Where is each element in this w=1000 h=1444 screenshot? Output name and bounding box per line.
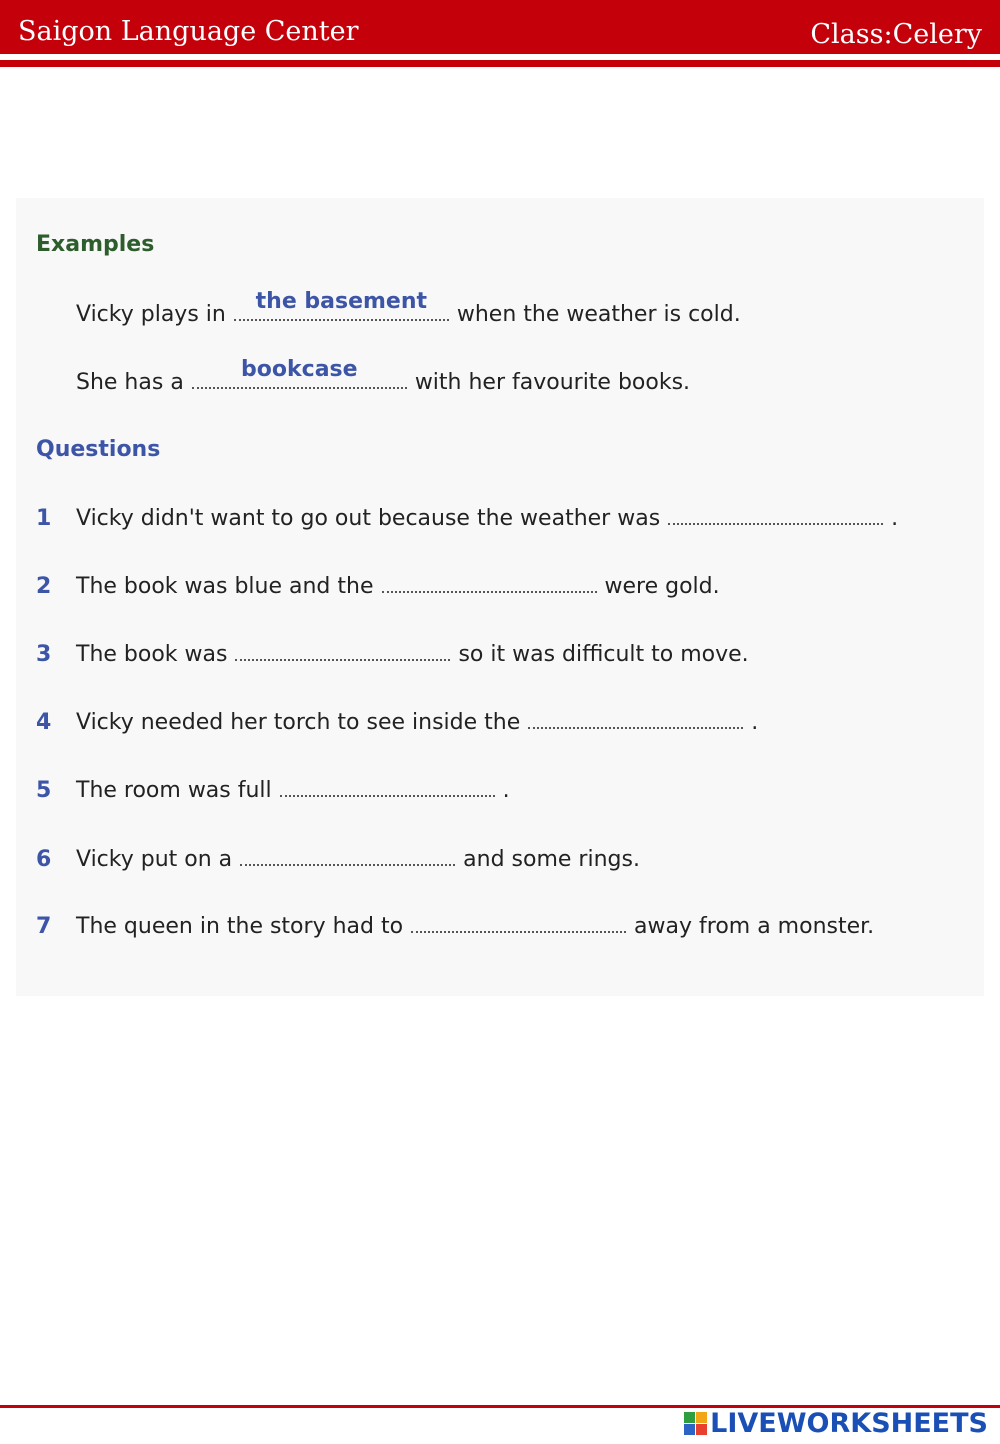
header-divider [0, 60, 1000, 67]
answer-blank[interactable] [411, 911, 626, 933]
question-number: 4 [36, 710, 52, 735]
class-label: Class:Celery [810, 19, 982, 50]
question-number: 7 [36, 914, 52, 939]
question-text-before: The book was blue and the [76, 574, 374, 599]
question-text-after: . [751, 710, 759, 735]
answer-blank[interactable] [240, 844, 455, 866]
question-number: 1 [36, 506, 52, 531]
example-line [36, 357, 976, 401]
question-text-after: . [891, 506, 899, 531]
question-text-before: The room was full [76, 778, 272, 803]
answer-blank[interactable] [382, 571, 597, 593]
question-text-after: away from a monster. [634, 914, 875, 939]
questions-heading: Questions [36, 437, 161, 462]
example-line [36, 289, 976, 333]
answer-blank [234, 289, 449, 321]
center-name: Saigon Language Center [18, 16, 359, 47]
liveworksheets-logo [684, 1406, 988, 1440]
logo-text: LIVEWORKSHEETS [710, 1407, 988, 1439]
answer-blank[interactable] [235, 639, 450, 661]
question-line [36, 773, 976, 809]
liveworksheets-logo-icon [684, 1412, 707, 1435]
question-line [36, 842, 976, 878]
example-text-after: when the weather is cold. [456, 302, 741, 327]
answer-blank[interactable] [668, 503, 883, 525]
answer-blank[interactable] [280, 775, 495, 797]
question-text-before: Vicky put on a [76, 847, 233, 872]
question-line [36, 501, 976, 537]
header-bar [0, 0, 1000, 54]
question-text-after: . [502, 778, 510, 803]
example-text-before: She has a [76, 370, 184, 395]
question-number: 2 [36, 574, 52, 599]
question-number: 6 [36, 847, 52, 872]
question-line [36, 705, 976, 741]
question-line [36, 637, 976, 673]
question-line [36, 569, 976, 605]
question-text-before: The queen in the story had to [76, 914, 404, 939]
question-text-before: Vicky didn't want to go out because the weather was [76, 506, 661, 531]
example-text-before: Vicky plays in [76, 302, 226, 327]
question-line [36, 909, 976, 945]
question-number: 5 [36, 778, 52, 803]
question-text-after: and some rings. [463, 847, 640, 872]
question-text-after: were gold. [604, 574, 720, 599]
example-answer: the basement [255, 289, 428, 314]
answer-blank[interactable] [528, 707, 743, 729]
question-text-before: Vicky needed her torch to see inside the [76, 710, 521, 735]
answer-blank [192, 357, 407, 389]
example-text-after: with her favourite books. [414, 370, 691, 395]
question-number: 3 [36, 642, 52, 667]
example-answer: bookcase [241, 357, 358, 382]
question-text-before: The book was [76, 642, 228, 667]
question-text-after: so it was difficult to move. [458, 642, 749, 667]
examples-heading: Examples [36, 232, 155, 257]
